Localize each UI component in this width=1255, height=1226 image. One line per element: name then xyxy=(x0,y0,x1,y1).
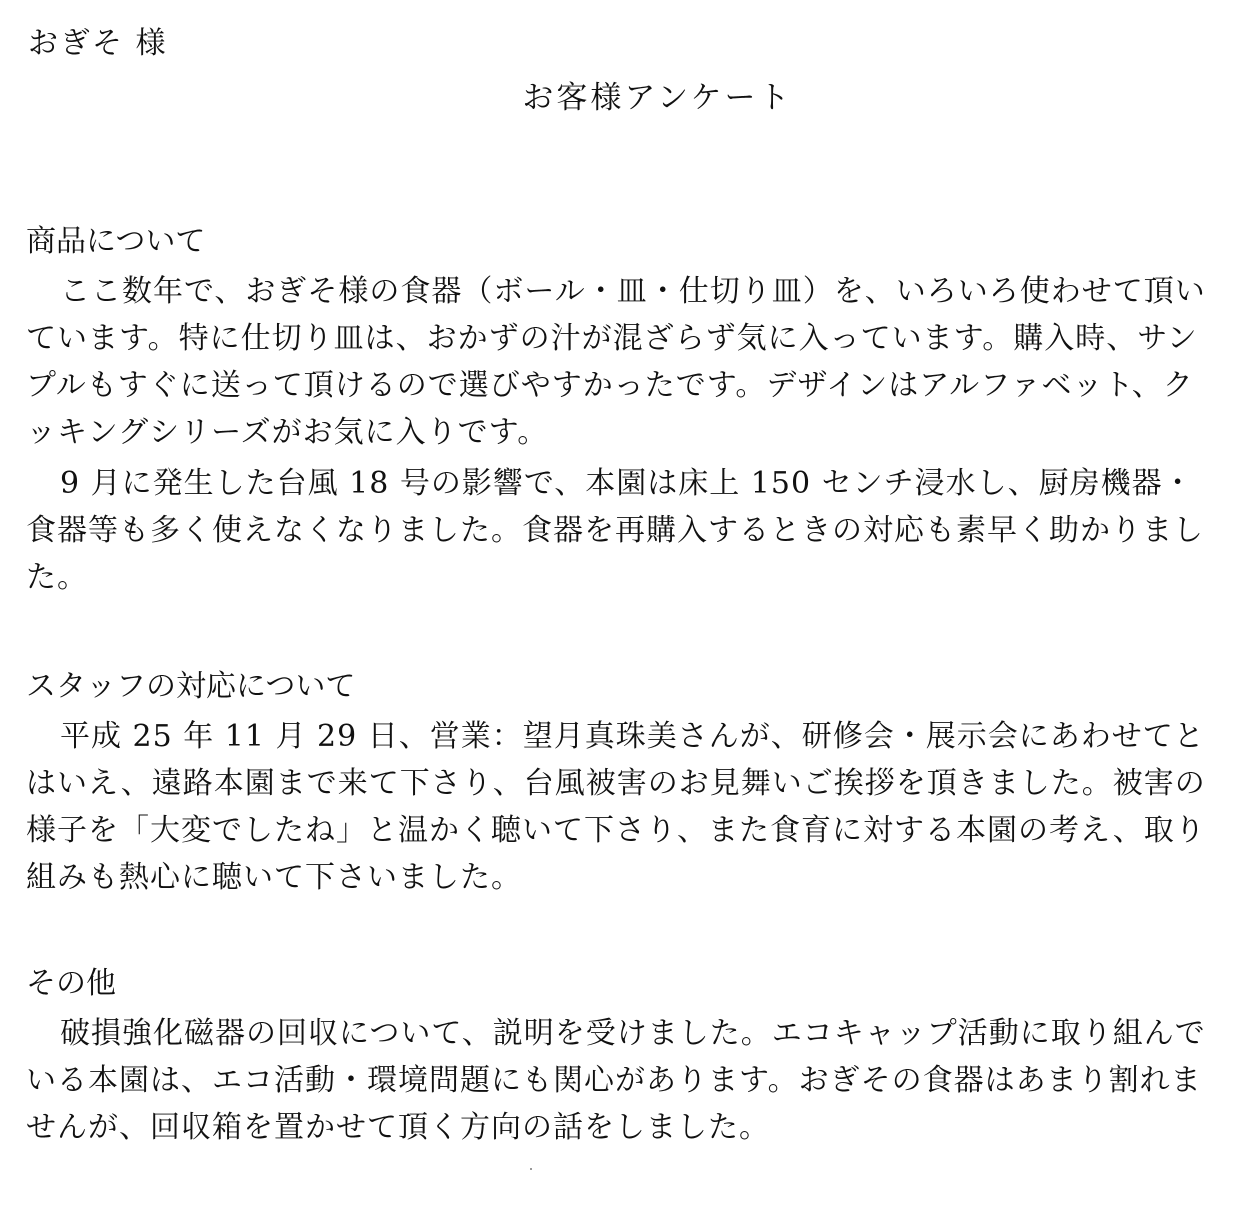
scan-speck xyxy=(530,1168,532,1170)
paragraph: 9 月に発生した台風 18 号の影響で、本園は床上 150 センチ浸水し、厨房機器・食器等も多く使えなくなりました。食器を再購入するときの対応も素早く助かりました。 xyxy=(26,466,1204,595)
paragraph: 平成 25 年 11 月 29 日、営業：望月真珠美さんが、研修会・展示会にあわせてとはいえ、遠路本園まで来て下さり、台風被害のお見舞いご挨拶を頂きました。被害の様子を「大変でしたね」と温かく聴いて下さり、また食育に対する本園の考え、取り組みも熱心に聴いて下さいました。 xyxy=(26,719,1206,895)
section-heading: スタッフの対応について xyxy=(26,669,356,704)
document-title: お客様アンケート xyxy=(522,80,793,116)
section-staff xyxy=(26,665,1216,901)
section-products xyxy=(26,220,1216,601)
addressee: おぎそ 様 xyxy=(28,26,168,61)
section-heading: 商品について xyxy=(26,224,206,259)
paragraph: 破損強化磁器の回収について、説明を受けました。エコキャップ活動に取り組んでいる本園は、エコ活動・環境問題にも関心があります。おぎその食器はあまり割れませんが、回収箱を置かせて頂く方向の話をしました。 xyxy=(26,1016,1206,1145)
section-other xyxy=(26,962,1216,1151)
paragraph: ここ数年で、おぎそ様の食器（ボール・皿・仕切り皿）を、いろいろ使わせて頂いています。特に仕切り皿は、おかずの汁が混ざらず気に入っています。購入時、サンプルもすぐに送って頂けるので選びやすかったです。デザインはアルファベット、クッキングシリーズがお気に入りです。 xyxy=(26,274,1206,450)
section-heading: その他 xyxy=(26,966,116,1001)
